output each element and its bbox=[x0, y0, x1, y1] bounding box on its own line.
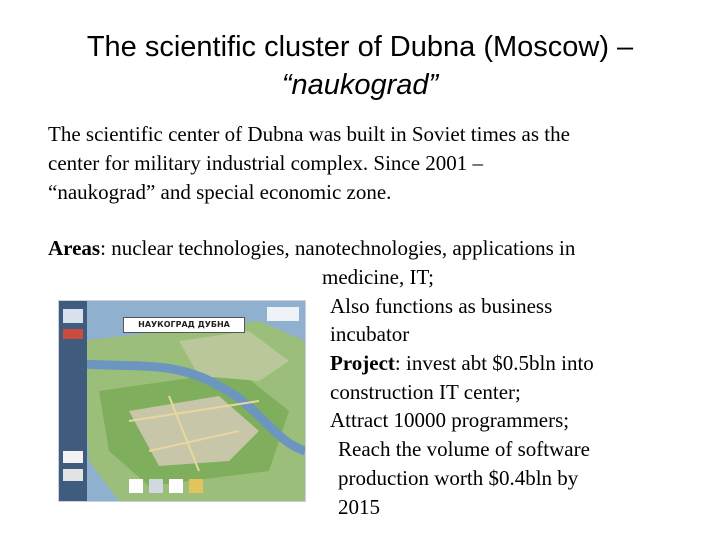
title-line-1: The scientific cluster of Dubna (Moscow) – bbox=[86, 31, 634, 63]
areas-line-3: Also functions as business bbox=[330, 294, 553, 318]
areas-line-4: incubator bbox=[330, 322, 410, 346]
map-title-label: НАУКОГРАД ДУБНА bbox=[123, 317, 245, 333]
areas-line-6: construction IT center; bbox=[330, 380, 521, 404]
areas-line-5-text: : invest abt $0.5bln into bbox=[394, 351, 594, 375]
areas-line-1-text: : nuclear technologies, nanotechnologies, applications in bbox=[100, 236, 576, 260]
intro-line-1: The scientific center of Dubna was built in Soviet times as the bbox=[48, 122, 570, 146]
project-label: Project bbox=[330, 351, 395, 375]
intro-line-2: center for military industrial complex. Since 2001 – bbox=[48, 151, 484, 175]
areas-line-8: Reach the volume of software bbox=[338, 437, 590, 461]
intro-paragraph bbox=[48, 120, 688, 207]
areas-line-9: production worth $0.4bln by bbox=[338, 466, 579, 490]
areas-label: Areas bbox=[48, 236, 101, 260]
areas-line-10: 2015 bbox=[338, 495, 380, 519]
areas-line-5 bbox=[330, 351, 594, 376]
areas-line-1 bbox=[48, 236, 575, 261]
areas-line-2: medicine, IT; bbox=[322, 265, 434, 289]
intro-line-3: “naukograd” and special economic zone. bbox=[48, 180, 392, 204]
title-line-2: “naukograd” bbox=[281, 69, 439, 101]
dubna-map-image bbox=[58, 300, 306, 502]
slide-title bbox=[20, 28, 700, 104]
areas-line-7: Attract 10000 programmers; bbox=[330, 408, 570, 432]
